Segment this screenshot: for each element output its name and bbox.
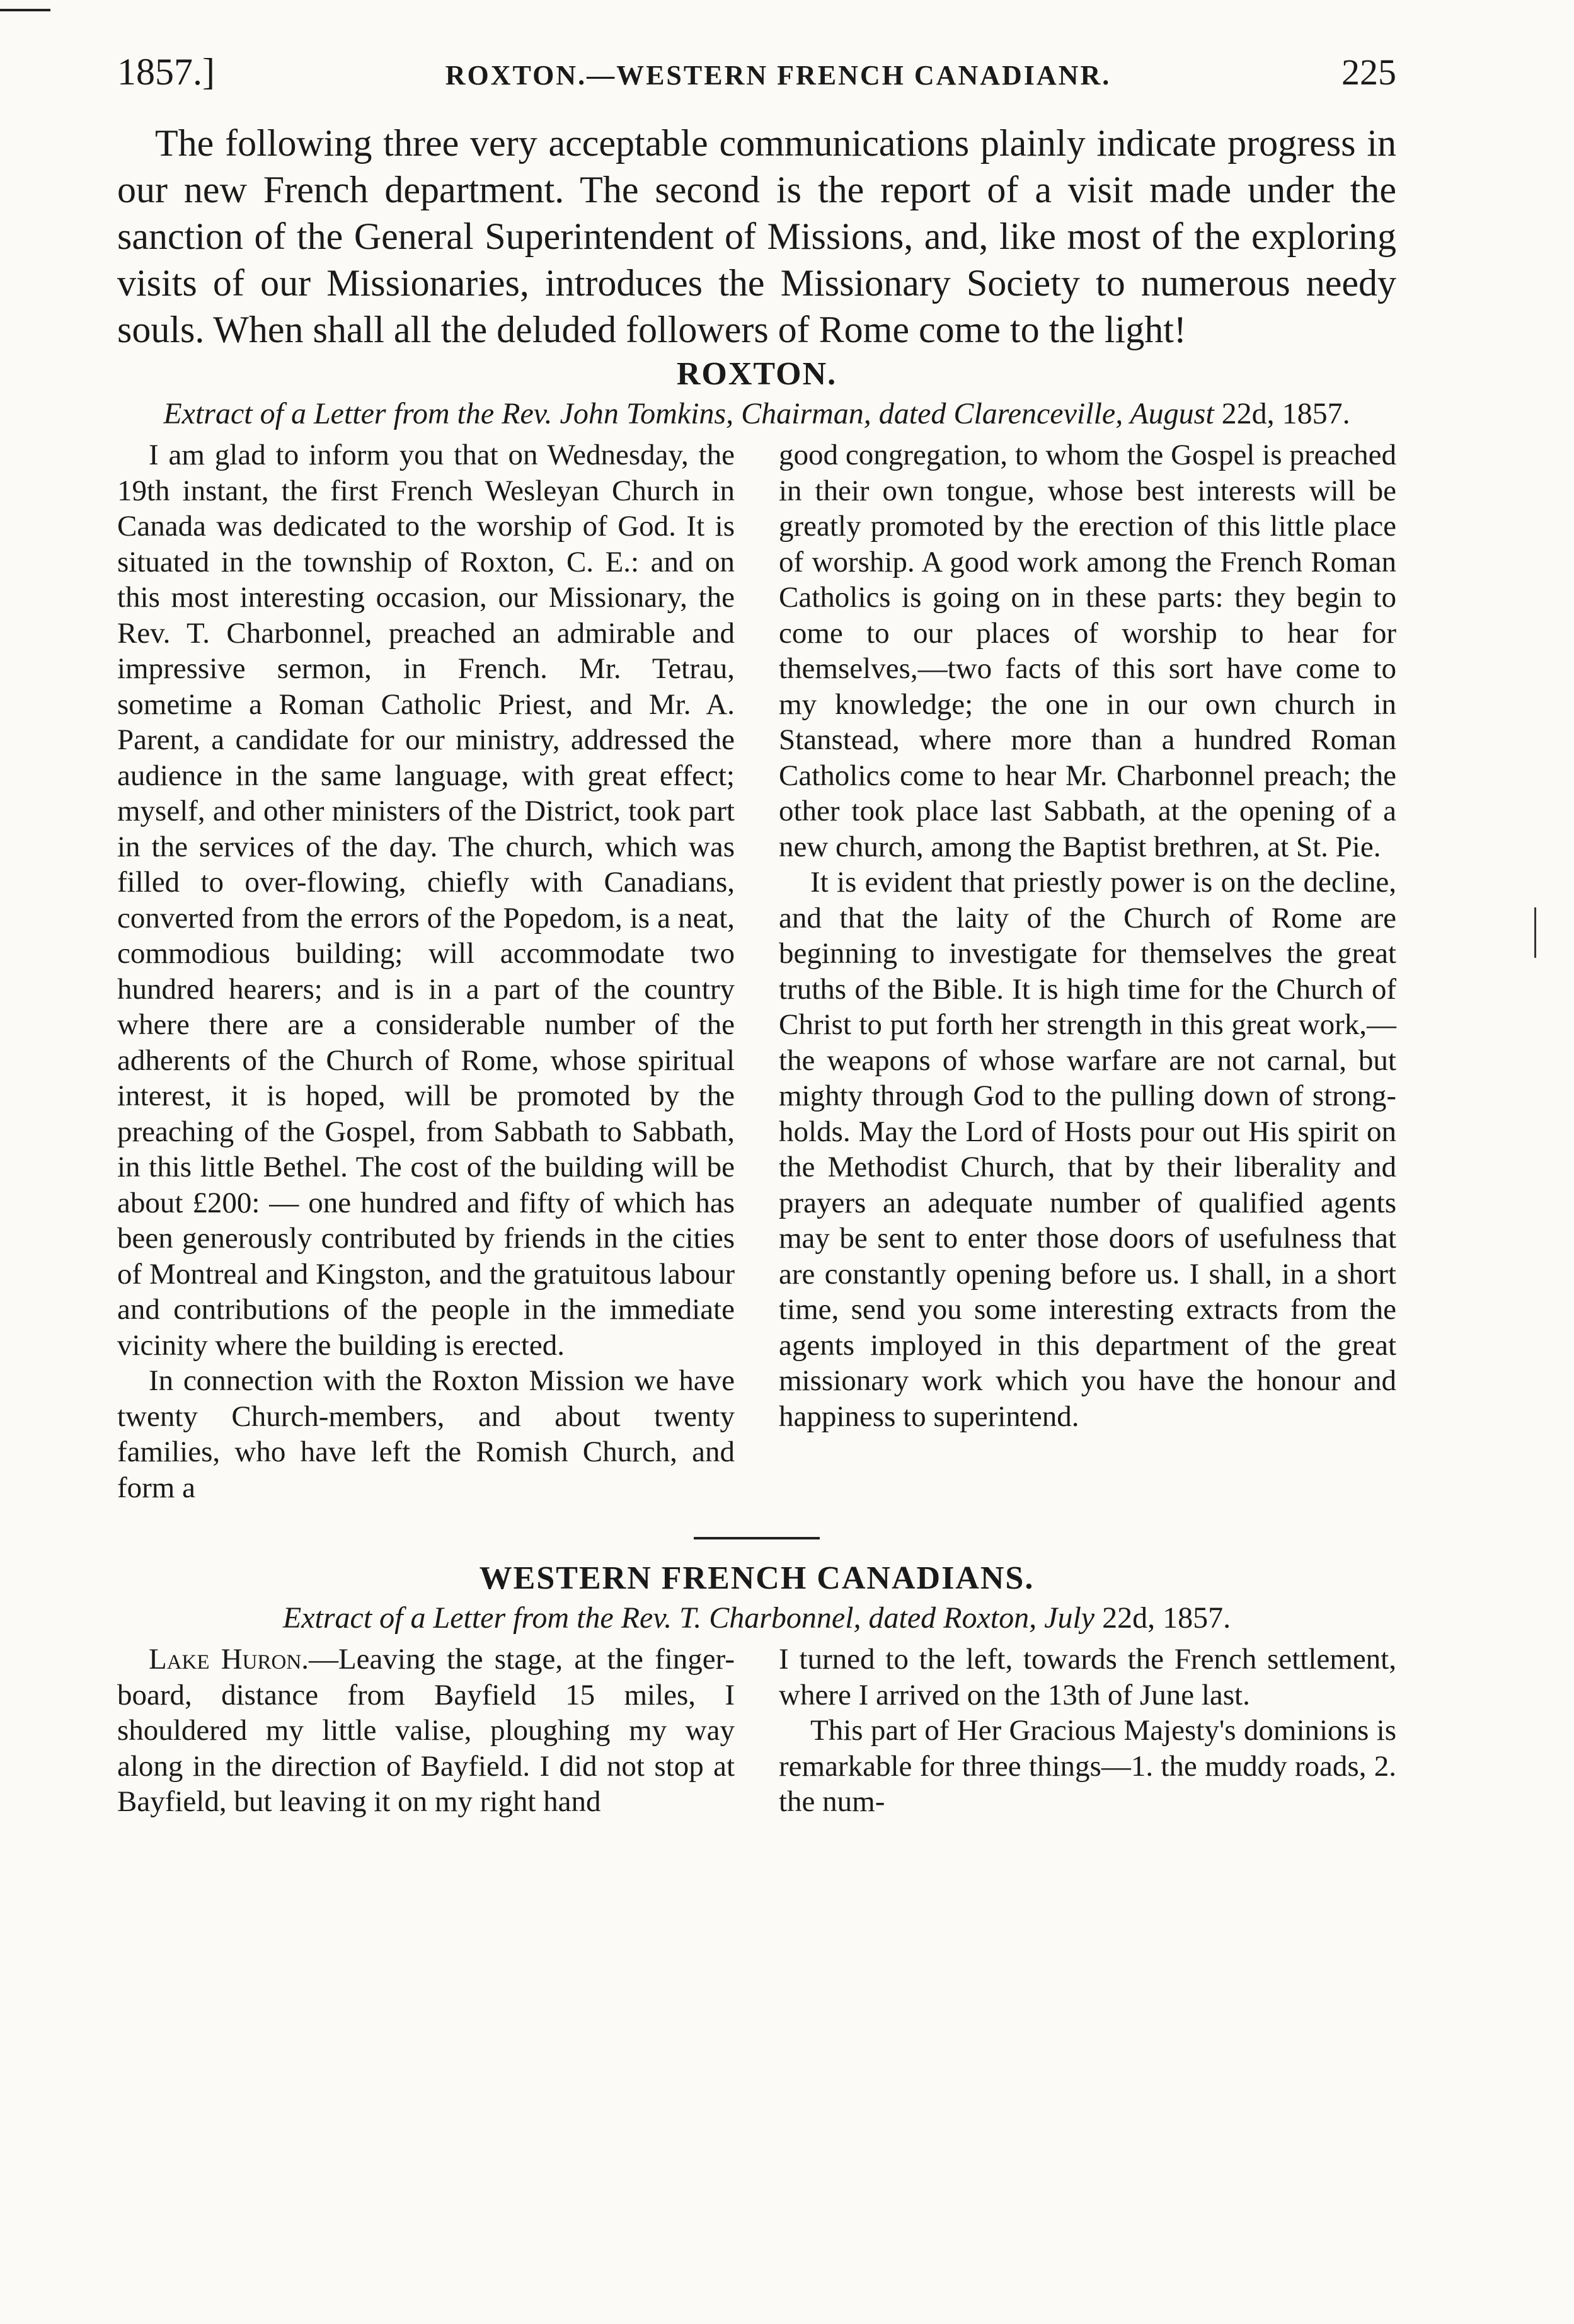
western-left-paragraph bbox=[117, 1642, 735, 1820]
lead-place-name: Lake Huron. bbox=[149, 1643, 309, 1676]
roxton-caption bbox=[117, 396, 1396, 432]
roxton-right-column bbox=[779, 437, 1396, 1505]
running-head bbox=[117, 53, 1396, 95]
roxton-left-paragraph-1: I am glad to inform you that on Wednesday, the 19th instant, the first French Wesleyan Church in Canada was dedicated to the worship of God. It is situated in the township of Roxton, C. E.: and on this most interesting occasion, our Missionary, the Rev. T. Charbonnel, preached an admirable and impressive sermon, in French. Mr. Tetrau, sometime a Roman Catholic Priest, and Mr. A. Parent, a candidate for our ministry, addressed the audience in the same language, with great effect; myself, and other ministers of the District, took part in the services of the day. The church, which was filled to over-flowing, chiefly with Canadians, converted from the errors of the Popedom, is a neat, commodious building; will accommodate two hundred hearers; and is in a part of the country where there are a considerable number of the adherents of the Church of Rome, whose spiritual interest, it is hoped, will be promoted by the preaching of the Gospel, from Sabbath to Sabbath, in this little Bethel. The cost of the building will be about £200: — one hundred and fifty of which has been generously contributed by friends in the cities of Montreal and Kingston, and the gratuitous labour and contributions of the people in the immediate vicinity where the building is erected. bbox=[117, 439, 735, 1362]
western-caption-text: Extract of a Letter from the Rev. T. Charbonnel, dated Roxton, July bbox=[282, 1601, 1095, 1635]
western-right-paragraph-1: I turned to the left, towards the French settlement, where I arrived on the 13th of June last. bbox=[779, 1643, 1396, 1711]
section-divider bbox=[694, 1537, 820, 1539]
roxton-columns bbox=[117, 437, 1396, 1505]
western-left-text: —Leaving the stage, at the finger-board, distance from Bayfield 15 miles, I shouldered my little valise, ploughing my way along in the direction of Bayfield. I did not stop at Bayfield, but leaving it on my right hand bbox=[117, 1643, 735, 1818]
intro-paragraph: The following three very acceptable communications plainly indicate progress in our new French department. The second is the report of a visit made under the sanction of the General Superintendent of Missions, and, like most of the exploring visits of our Missionaries, introduces the Missionary Society to numerous needy souls. When shall all the deluded followers of Rome come to the light! bbox=[117, 122, 1396, 350]
western-right-paragraph-2: This part of Her Gracious Majesty's dominions is remarkable for three things—1. the muddy roads, 2. the num- bbox=[779, 1714, 1396, 1818]
section-heading-roxton: ROXTON. bbox=[676, 356, 837, 392]
roxton-right-paragraph-2: It is evident that priestly power is on the decline, and that the laity of the Church of Rome are beginning to investigate for themselves the great truths of the Bible. It is high time for the Church of Christ to put forth her strength in this great work,—the weapons of whose warfare are not carnal, but mighty through God to the pulling down of strong-holds. May the Lord of Hosts pour out His spirit on the Methodist Church, that by their liberality and prayers an adequate number of qualified agents may be sent to enter those doors of usefulness that are constantly opening before us. I shall, in a short time, send you some interesting extracts from the agents imployed in this department of the great missionary work which you have the honour and happiness to superintend. bbox=[779, 866, 1396, 1433]
roxton-caption-text: Extract of a Letter from the Rev. John Tomkins, Chairman, dated Clarenceville, August bbox=[163, 397, 1214, 430]
margin-mark bbox=[1534, 907, 1536, 958]
page bbox=[117, 53, 1396, 1820]
western-columns bbox=[117, 1642, 1396, 1820]
corner-rule bbox=[0, 9, 50, 11]
roxton-left-paragraph-2: In connection with the Roxton Mission we have twenty Church-members, and about twenty families, who have left the Romish Church, and form a bbox=[117, 1364, 735, 1504]
western-caption-date: 22d, 1857. bbox=[1094, 1601, 1231, 1635]
page-number: 225 bbox=[1341, 52, 1396, 93]
section-heading-western: WESTERN FRENCH CANADIANS. bbox=[479, 1560, 1035, 1596]
roxton-right-paragraph-1: good congregation, to whom the Gospel is preached in their own tongue, whose best interests will be greatly promoted by the erection of this little place of worship. A good work among the French Roman Catholics is going on in these parts: they begin to come to our places of worship to hear for themselves,—two facts of this sort have come to my knowledge; the one in our own church in Stanstead, where more than a hundred Roman Catholics come to hear Mr. Charbonnel preach; the other took place last Sabbath, at the opening of a new church, among the Baptist brethren, at St. Pie. bbox=[779, 439, 1396, 863]
western-left-column bbox=[117, 1642, 735, 1820]
western-right-column bbox=[779, 1642, 1396, 1820]
running-title: ROXTON.—WESTERN FRENCH CANADIANR. bbox=[445, 60, 1112, 91]
header-year: 1857.] bbox=[117, 51, 215, 93]
roxton-caption-date: 22d, 1857. bbox=[1214, 397, 1350, 430]
western-caption bbox=[117, 1600, 1396, 1637]
roxton-left-column bbox=[117, 437, 735, 1505]
